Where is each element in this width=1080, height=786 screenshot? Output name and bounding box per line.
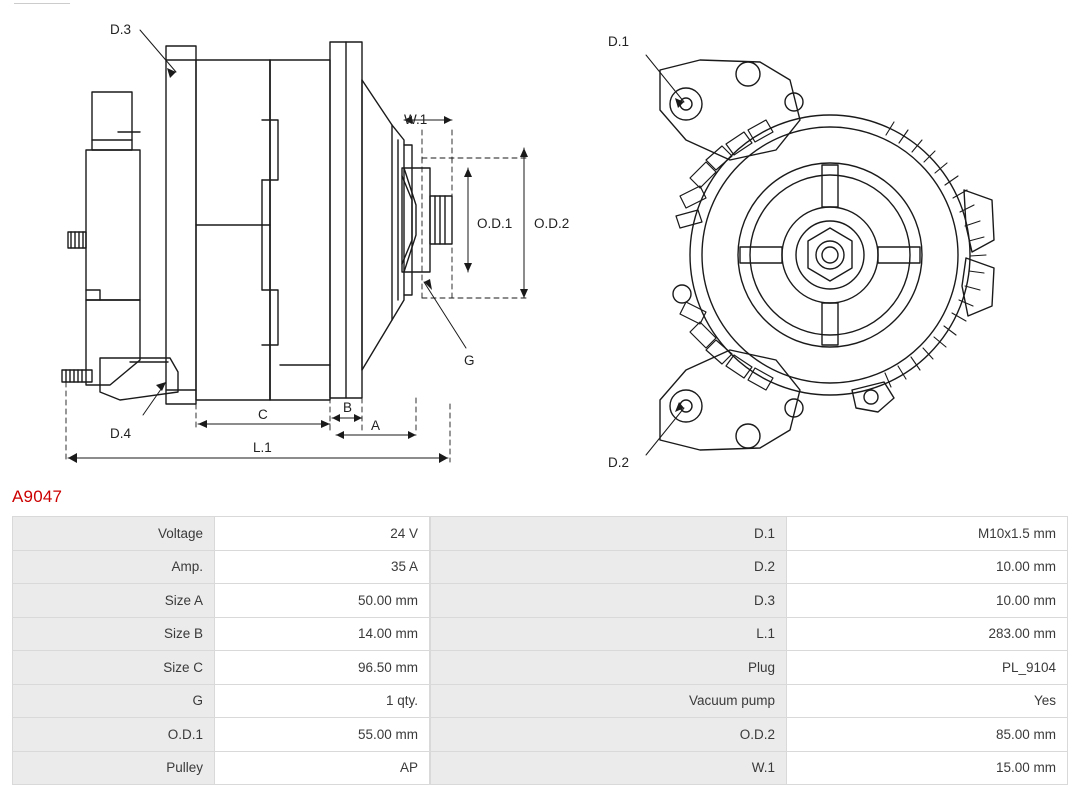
part-number: A9047 xyxy=(12,487,63,506)
spec-label: D.1 xyxy=(431,517,787,551)
label-b: B xyxy=(343,400,353,415)
spec-label: Size A xyxy=(13,584,215,618)
spec-value: 85.00 mm xyxy=(787,718,1068,752)
spec-value: 24 V xyxy=(215,517,430,551)
table-row xyxy=(13,751,430,785)
table-row xyxy=(431,684,1068,718)
spec-value: AP xyxy=(215,751,430,785)
spec-value: 35 A xyxy=(215,550,430,584)
label-c: C xyxy=(258,407,268,422)
label-d4: D.4 xyxy=(110,426,132,441)
table-row xyxy=(431,584,1068,618)
table-row xyxy=(13,718,430,752)
table-row xyxy=(431,751,1068,785)
label-d2: D.2 xyxy=(608,455,630,470)
table-row xyxy=(431,550,1068,584)
label-d1: D.1 xyxy=(608,34,630,49)
spec-value: 14.00 mm xyxy=(215,617,430,651)
table-row xyxy=(431,651,1068,685)
label-od2: O.D.2 xyxy=(534,216,570,231)
table-row xyxy=(13,517,430,551)
label-w1: W.1 xyxy=(404,112,428,127)
table-row xyxy=(13,584,430,618)
spec-value: PL_9104 xyxy=(787,651,1068,685)
label-od1: O.D.1 xyxy=(477,216,513,231)
label-g: G xyxy=(464,353,475,368)
spec-label: W.1 xyxy=(431,751,787,785)
spec-value: 1 qty. xyxy=(215,684,430,718)
table-row xyxy=(13,550,430,584)
spec-value: 10.00 mm xyxy=(787,584,1068,618)
table-row xyxy=(431,517,1068,551)
label-l1: L.1 xyxy=(253,440,272,455)
spec-label: D.3 xyxy=(431,584,787,618)
spec-label: G xyxy=(13,684,215,718)
spec-value: 15.00 mm xyxy=(787,751,1068,785)
spec-label: D.2 xyxy=(431,550,787,584)
table-row xyxy=(13,651,430,685)
spec-label: Vacuum pump xyxy=(431,684,787,718)
table-row xyxy=(13,684,430,718)
spec-value: Yes xyxy=(787,684,1068,718)
specification-tables xyxy=(12,516,1068,785)
spec-table-left xyxy=(12,516,430,785)
spec-label: Amp. xyxy=(13,550,215,584)
spec-label: L.1 xyxy=(431,617,787,651)
spec-value: 283.00 mm xyxy=(787,617,1068,651)
spec-label: Voltage xyxy=(13,517,215,551)
table-row xyxy=(431,617,1068,651)
spec-value: 96.50 mm xyxy=(215,651,430,685)
spec-label: O.D.1 xyxy=(13,718,215,752)
spec-label: O.D.2 xyxy=(431,718,787,752)
spec-table-right xyxy=(430,516,1068,785)
spec-value: M10x1.5 mm xyxy=(787,517,1068,551)
table-row xyxy=(13,617,430,651)
spec-label: Size B xyxy=(13,617,215,651)
spec-label: Pulley xyxy=(13,751,215,785)
spec-value: 10.00 mm xyxy=(787,550,1068,584)
spec-label: Plug xyxy=(431,651,787,685)
spec-value: 50.00 mm xyxy=(215,584,430,618)
spec-value: 55.00 mm xyxy=(215,718,430,752)
spec-label: Size C xyxy=(13,651,215,685)
table-row xyxy=(431,718,1068,752)
label-d3: D.3 xyxy=(110,22,132,37)
label-a: A xyxy=(371,418,381,433)
